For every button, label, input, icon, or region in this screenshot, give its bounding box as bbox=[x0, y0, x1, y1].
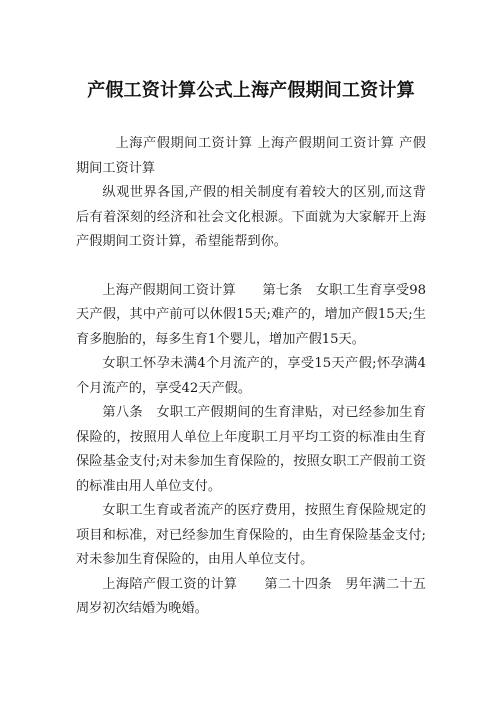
paragraph-article-eight: 第八条 女职工产假期间的生育津贴，对已经参加生育保险的，按照用人单位上年度职工月平均工资的标准由生育保险基金支付;对未参加生育保险的，按照女职工产假前工资的标准由用人单位支付。 bbox=[76, 405, 426, 494]
paragraph-intro: 纵观世界各国,产假的相关制度有着较大的区别,而这背后有着深刻的经济和社会文化根源。下面就为大家解开上海产假期间工资计算，希望能帮到你。 bbox=[76, 185, 426, 249]
paragraph-paternity-leave: 上海陪产假工资的计算 第二十四条 男年满二十五周岁初次结婚为晚婚。 bbox=[76, 576, 426, 616]
document-title: 产假工资计算公式上海产假期间工资计算 bbox=[87, 80, 415, 101]
paragraph-miscarriage-leave: 女职工怀孕未满4个月流产的，享受15天产假;怀孕满4个月流产的，享受42天产假。 bbox=[76, 356, 426, 396]
paragraph-repeated-heading: 上海产假期间工资计算 上海产假期间工资计算 产假期间工资计算 bbox=[76, 136, 426, 176]
paragraph-article-seven: 上海产假期间工资计算 第七条 女职工生育享受98天产假，其中产前可以休假15天;难产的，增加产假15天;生育多胞胎的，每多生育1个婴儿，增加产假15天。 bbox=[76, 282, 426, 347]
paragraph-medical-costs: 女职工生育或者流产的医疗费用，按照生育保险规定的项目和标准，对已经参加生育保险的，由生育保险基金支付;对未参加生育保险的，由用人单位支付。 bbox=[76, 503, 426, 567]
paragraph-spacer bbox=[76, 255, 426, 279]
